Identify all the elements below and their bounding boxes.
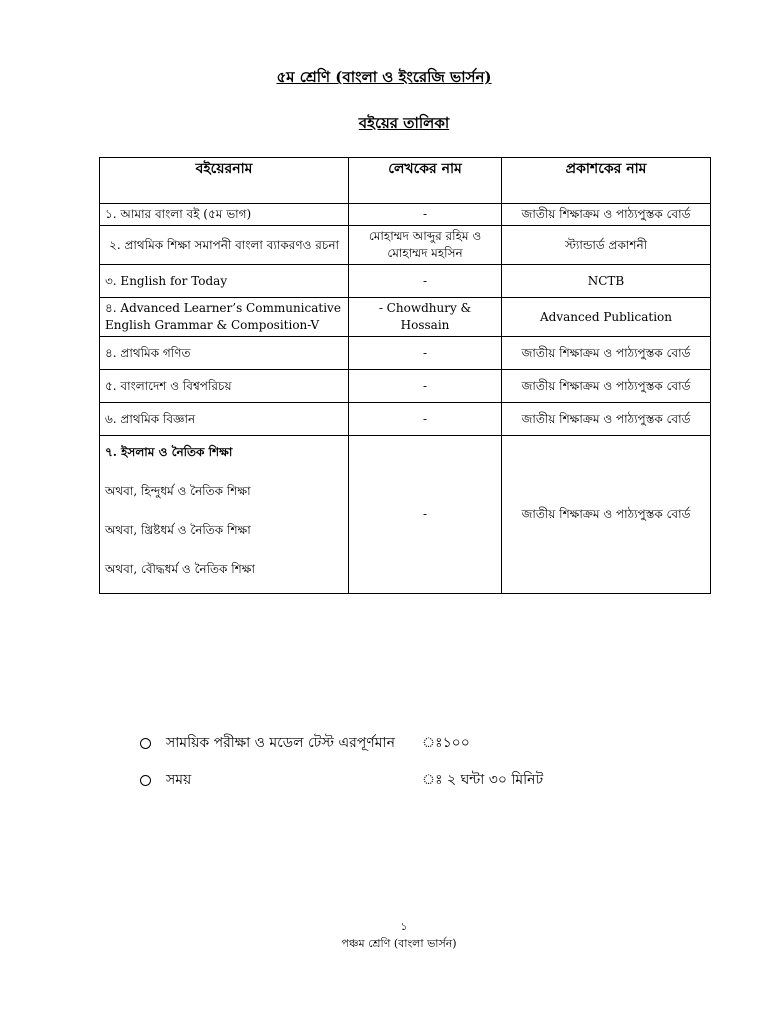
publisher-cell: জাতীয় শিক্ষাক্রম ও পাঠ্যপুস্তক বোর্ড: [502, 436, 711, 594]
info-value: ঃ১০০: [422, 735, 470, 751]
author-cell: -: [349, 370, 502, 403]
book-list-title: বইয়ের তালিকা: [358, 114, 450, 132]
author-cell: - Chowdhury & Hossain: [349, 298, 502, 337]
header-publisher-name: প্রকাশকের নাম: [502, 158, 711, 204]
circle-bullet-icon: [140, 775, 151, 786]
religion-book-cell: [100, 436, 349, 594]
religion-option-christian: অথবা, খ্রিষ্টধর্ম ও নৈতিক শিক্ষা: [105, 523, 251, 537]
table-row: [100, 370, 711, 403]
religion-option-hindu: অথবা, হিন্দুধর্ম ও নৈতিক শিক্ষা: [105, 484, 251, 498]
info-label: সাময়িক পরীক্ষা ও মডেল টেস্ট এরপূর্ণমান: [166, 735, 395, 751]
publisher-cell: স্ট্যান্ডার্ড প্রকাশনী: [502, 226, 711, 265]
publisher-cell: NCTB: [502, 265, 711, 298]
religion-option-islam: ৭. ইসলাম ও নৈতিক শিক্ষা: [105, 445, 233, 459]
page-number: ১: [400, 920, 408, 933]
page-title: ৫ম শ্রেণি (বাংলা ও ইংরেজি ভার্সন): [276, 68, 492, 86]
table-row: [100, 403, 711, 436]
book-cell: ৪. প্রাথমিক গণিত: [100, 337, 349, 370]
publisher-cell: Advanced Publication: [502, 298, 711, 337]
author-cell: -: [349, 204, 502, 226]
header-author-name: লেখকের নাম: [349, 158, 502, 204]
book-cell: ৬. প্রাথমিক বিজ্ঞান: [100, 403, 349, 436]
publisher-cell: জাতীয় শিক্ষাক্রম ও পাঠ্যপুস্তক বোর্ড: [502, 403, 711, 436]
table-row: [100, 204, 711, 226]
author-cell: -: [349, 265, 502, 298]
header-book-name: বইয়েরনাম: [100, 158, 349, 204]
info-time: [140, 768, 543, 792]
table-row: [100, 337, 711, 370]
publisher-cell: জাতীয় শিক্ষাক্রম ও পাঠ্যপুস্তক বোর্ড: [502, 370, 711, 403]
author-cell: -: [349, 337, 502, 370]
book-cell: ৫. বাংলাদেশ ও বিশ্বপরিচয়: [100, 370, 349, 403]
table-row: [100, 298, 711, 337]
book-cell: ২. প্রাথমিক শিক্ষা সমাপনী বাংলা ব্যাকরণও রচনা: [100, 226, 349, 265]
table-row: [100, 265, 711, 298]
info-value: ঃ ২ ঘন্টা ৩০ মিনিট: [422, 772, 544, 788]
book-cell: ১. আমার বাংলা বই (৫ম ভাগ): [100, 204, 349, 226]
book-list-table: [99, 157, 711, 594]
author-cell: মোহাম্মদ আব্দুর রহিম ও মোহাম্মদ মহসিন: [349, 226, 502, 265]
circle-bullet-icon: [140, 738, 151, 749]
book-cell: ৩. English for Today: [100, 265, 349, 298]
table-header-row: [100, 158, 711, 204]
publisher-cell: জাতীয় শিক্ষাক্রম ও পাঠ্যপুস্তক বোর্ড: [502, 337, 711, 370]
table-row: [100, 226, 711, 265]
religion-option-buddhist: অথবা, বৌদ্ধধর্ম ও নৈতিক শিক্ষা: [105, 562, 255, 576]
info-full-marks: [140, 731, 470, 755]
info-label: সময়: [166, 772, 192, 788]
page-footer: পঞ্চম শ্রেণি (বাংলা ভার্সন): [341, 937, 457, 950]
author-cell: -: [349, 403, 502, 436]
table-row-religion: [100, 436, 711, 594]
book-cell: ৪. Advanced Learner’s Communicative English Grammar & Composition-V: [100, 298, 349, 337]
publisher-cell: জাতীয় শিক্ষাক্রম ও পাঠ্যপুস্তক বোর্ড: [502, 204, 711, 226]
author-cell: -: [349, 436, 502, 594]
